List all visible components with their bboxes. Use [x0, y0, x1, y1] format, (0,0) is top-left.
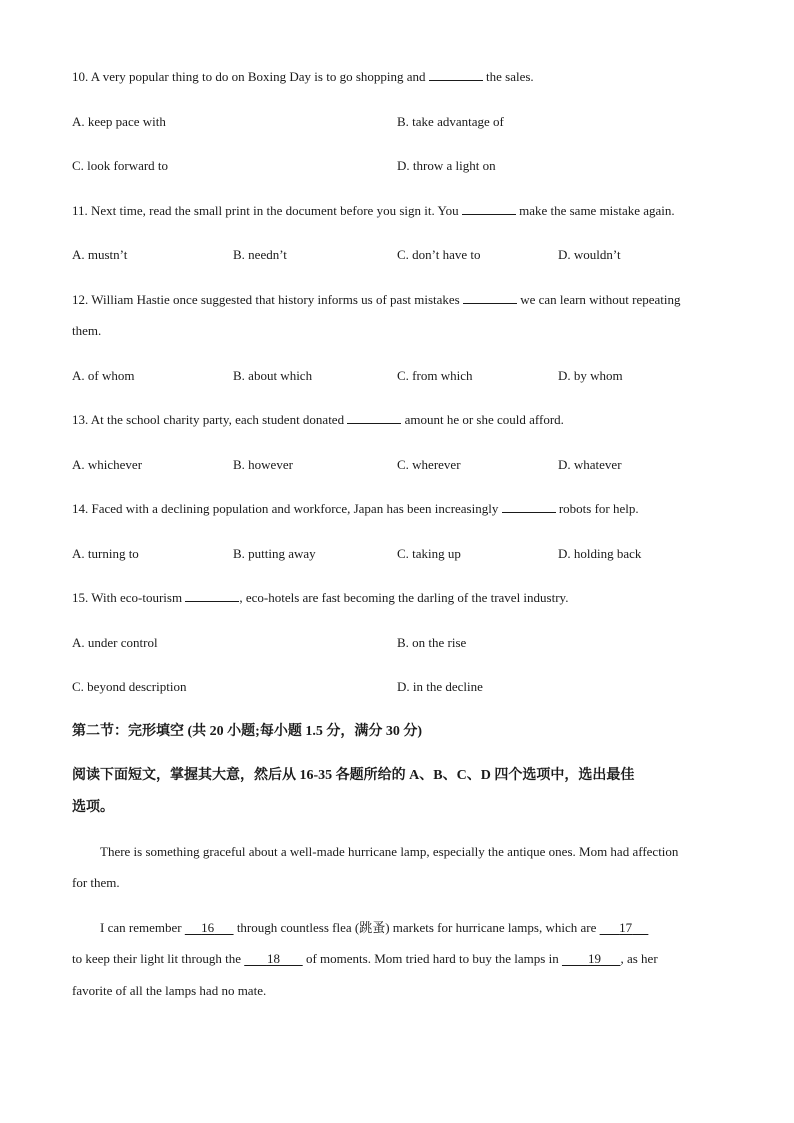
passage-paragraph-2: [100, 920, 648, 936]
passage-paragraph-1-continued: for them.: [72, 875, 120, 890]
option-d: D. by whom: [558, 368, 623, 383]
option-c: C. look forward to: [72, 158, 169, 173]
cloze-blank-18: [244, 951, 303, 966]
option-b: B. however: [233, 457, 293, 472]
question-stem-text: 15. With eco-tourism: [72, 590, 183, 605]
answer-blank: [347, 412, 401, 424]
answer-blank: [185, 590, 239, 602]
question-stem-text: 14. Faced with a declining population and workforce, Japan has been increasingly: [72, 501, 499, 516]
question-11-stem: [72, 203, 675, 219]
cloze-blank-19: [562, 951, 621, 966]
option-a: A. mustn’t: [72, 247, 128, 262]
cloze-blank-17: [600, 920, 649, 935]
option-d: D. wouldn’t: [558, 247, 621, 262]
option-a: A. of whom: [72, 368, 135, 383]
option-c: C. wherever: [397, 457, 461, 472]
question-10-stem: [72, 69, 534, 85]
passage-paragraph-2-line-3: favorite of all the lamps had no mate.: [72, 983, 267, 998]
passage-text: to keep their light lit through the: [72, 951, 241, 966]
question-12-stem-continued: them.: [72, 323, 102, 338]
passage-paragraph-2-line-2: [72, 951, 658, 967]
question-stem-text: make the same mistake again.: [519, 203, 675, 218]
question-14-stem: [72, 501, 639, 517]
option-b: B. needn’t: [233, 247, 287, 262]
cloze-number: 18: [266, 951, 280, 966]
section-instruction: 阅读下面短文，掌握其大意，然后从 16-35 各题所给的 A、B、C、D 四个选项中，选出最佳: [72, 768, 635, 783]
question-stem-text: , eco-hotels are fast becoming the darling of the travel industry.: [239, 590, 569, 605]
answer-blank: [429, 69, 483, 81]
option-a: A. keep pace with: [72, 114, 166, 129]
passage-text: , as her: [620, 951, 658, 966]
question-stem-text: robots for help.: [558, 501, 639, 516]
question-stem-text: the sales.: [486, 69, 534, 84]
passage-text: of moments. Mom tried hard to buy the lamps in: [305, 951, 559, 966]
passage-text: through countless flea (跳蚤) markets for hurricane lamps, which are: [236, 920, 597, 935]
question-stem-text: amount he or she could afford.: [404, 412, 564, 427]
section-title: 第二节：完形填空 (共 20 小题;每小题 1.5 分，满分 30 分): [72, 724, 422, 739]
question-stem-text: 10. A very popular thing to do on Boxing Day is to go shopping and: [72, 69, 426, 84]
option-d: D. holding back: [558, 546, 642, 561]
question-stem-text: 13. At the school charity party, each student donated: [72, 412, 345, 427]
passage-text: I can remember: [100, 920, 182, 935]
option-a: A. under control: [72, 635, 158, 650]
option-d: D. throw a light on: [397, 158, 496, 173]
option-b: B. on the rise: [397, 635, 467, 650]
question-stem-text: 12. William Hastie once suggested that history informs us of past mistakes: [72, 292, 460, 307]
option-b: B. take advantage of: [397, 114, 504, 129]
option-b: B. about which: [233, 368, 313, 383]
option-c: C. from which: [397, 368, 473, 383]
question-15-stem: [72, 590, 568, 606]
question-13-stem: [72, 412, 564, 428]
option-a: A. whichever: [72, 457, 143, 472]
option-d: D. in the decline: [397, 679, 483, 694]
option-c: C. beyond description: [72, 679, 187, 694]
answer-blank: [462, 203, 516, 215]
answer-blank: [502, 501, 556, 513]
option-b: B. putting away: [233, 546, 316, 561]
option-d: D. whatever: [558, 457, 622, 472]
question-12-stem: [72, 292, 681, 308]
cloze-number: 19: [587, 951, 601, 966]
section-instruction-continued: 选项。: [72, 800, 114, 815]
option-a: A. turning to: [72, 546, 139, 561]
cloze-number: 17: [619, 920, 633, 935]
option-c: C. don’t have to: [397, 247, 481, 262]
cloze-blank-16: [185, 920, 234, 935]
question-stem-text: we can learn without repeating: [520, 292, 681, 307]
passage-paragraph-1: There is something graceful about a well-made hurricane lamp, especially the antique ones. Mom had affection: [100, 844, 679, 859]
cloze-number: 16: [201, 920, 215, 935]
answer-blank: [463, 292, 517, 304]
option-c: C. taking up: [397, 546, 461, 561]
question-stem-text: 11. Next time, read the small print in the document before you sign it. You: [72, 203, 459, 218]
